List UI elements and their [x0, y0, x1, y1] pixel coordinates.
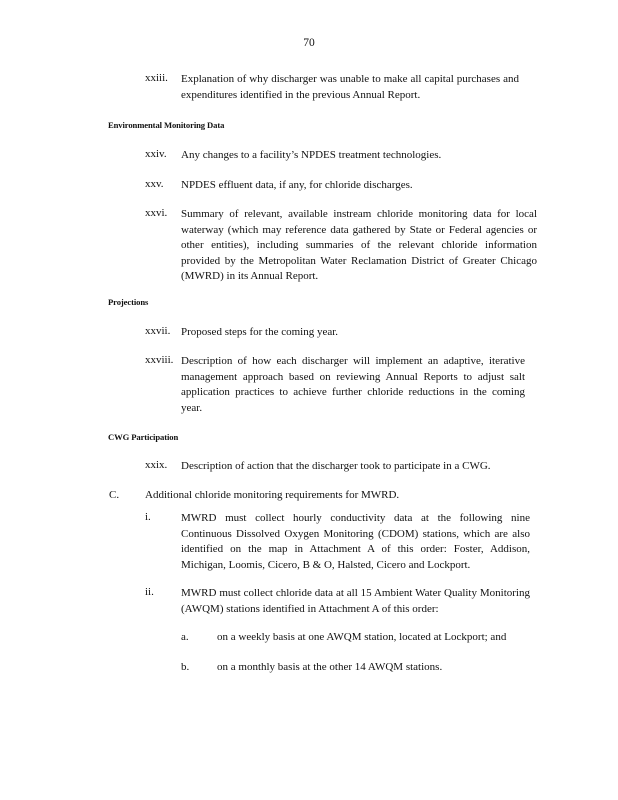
heading-projections: Projections: [108, 297, 149, 307]
item-text-xxvii: Proposed steps for the coming year.: [181, 326, 339, 338]
sub-sub-item-text-b: on a monthly basis at the other 14 AWQM stations.: [217, 661, 443, 673]
sub-item-text-i: MWRD must collect hourly conductivity data at the following nine Continuous Dissolved Oxygen Monitoring (CDOM) stations, which are also identified on the map in Attachment A of this order: Foster, Addison, Michigan, Loomis, Cicero, B & O, Halsted, Cicero and Lockport.: [181, 512, 530, 571]
sub-sub-item-text-a: on a weekly basis at one AWQM station, located at Lockport; and: [217, 631, 507, 643]
item-text-xxix: Description of action that the discharger took to participate in a CWG.: [181, 460, 491, 472]
item-text-xxvi: Summary of relevant, available instream chloride monitoring data for local waterway (which may reference data gathered by State or Federal agencies or other entities), including summaries of the relevant chloride information provided by the Metropolitan Water Reclamation District of Greater Chicago (MWRD) in its Annual Report.: [181, 208, 537, 282]
sub-sub-item-letter-b: b.: [181, 661, 190, 673]
page-number: 70: [303, 37, 315, 49]
item-number-xxix: xxix.: [145, 459, 168, 471]
section-c-letter: C.: [109, 489, 120, 501]
sub-sub-item-letter-a: a.: [181, 631, 189, 643]
item-number-xxv: xxv.: [145, 178, 164, 190]
item-text-xxiii: Explanation of why discharger was unable to make all capital purchases and expenditures identified in the previous Annual Report.: [181, 73, 519, 101]
item-text-xxiv: Any changes to a facility’s NPDES treatment technologies.: [181, 149, 442, 161]
item-text-xxv: NPDES effluent data, if any, for chloride discharges.: [181, 179, 413, 191]
item-number-xxiv: xxiv.: [145, 148, 167, 160]
sub-item-number-ii: ii.: [145, 586, 154, 598]
item-number-xxviii: xxviii.: [145, 354, 174, 366]
heading-cwg-participation: CWG Participation: [108, 432, 179, 442]
item-number-xxvi: xxvi.: [145, 207, 168, 219]
item-number-xxvii: xxvii.: [145, 325, 171, 337]
item-text-xxviii: Description of how each discharger will implement an adaptive, iterative management approach based on reviewing Annual Reports to adjust salt application practices to achieve further chloride reductions in the coming year.: [181, 355, 525, 414]
section-c-text: Additional chloride monitoring requirements for MWRD.: [145, 489, 400, 501]
item-number-xxiii: xxiii.: [145, 72, 168, 84]
heading-environmental-monitoring-data: Environmental Monitoring Data: [108, 120, 225, 130]
sub-item-number-i: i.: [145, 511, 151, 523]
sub-item-text-ii: MWRD must collect chloride data at all 15 Ambient Water Quality Monitoring (AWQM) stations identified in Attachment A of this order:: [181, 587, 530, 615]
